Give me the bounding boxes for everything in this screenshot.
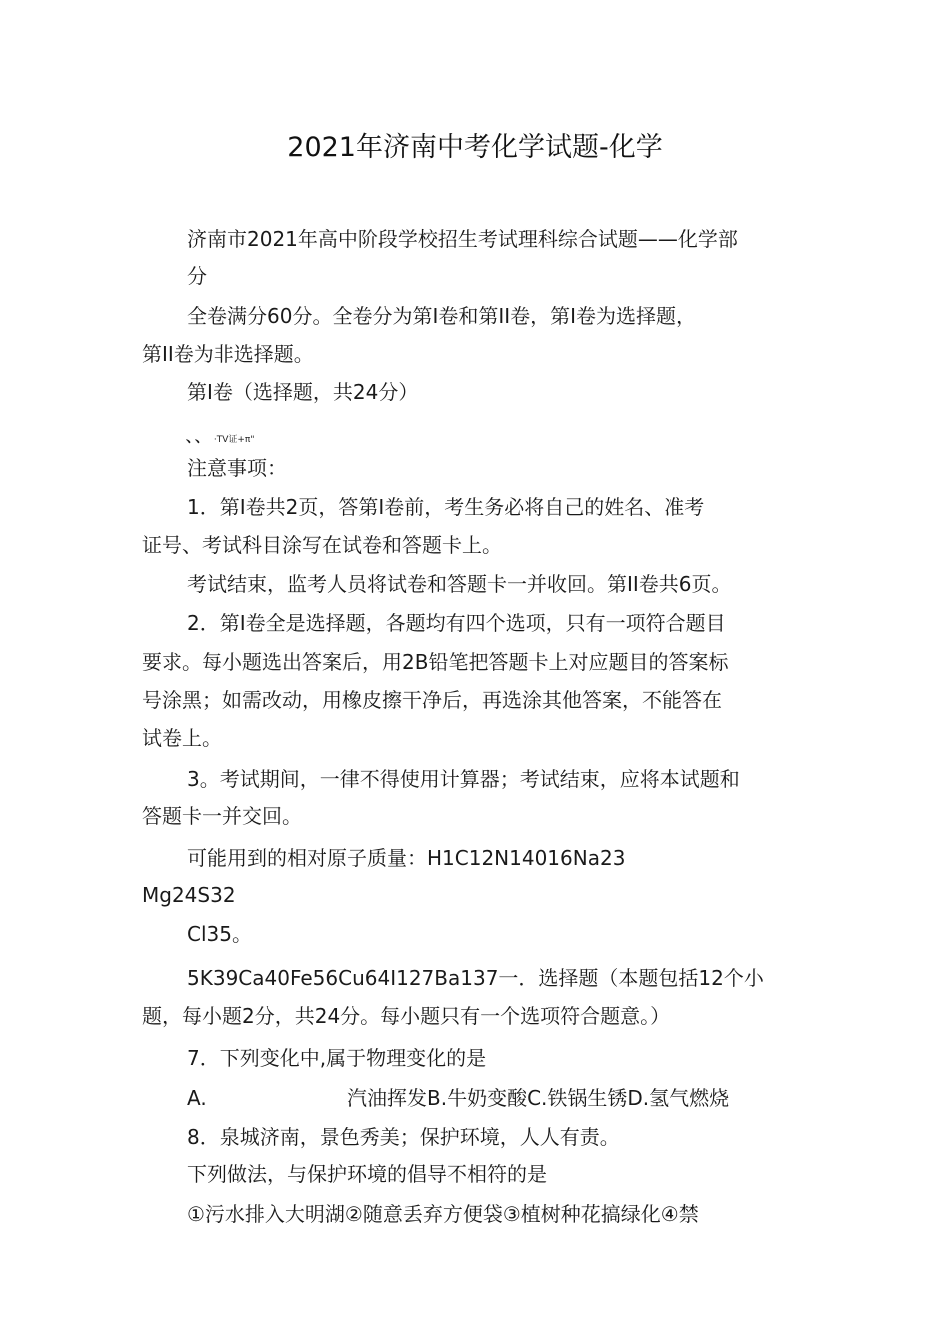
notice-2-line-2: 要求。每小题选出答案后，用2B铅笔把答题卡上对应题目的答案标 <box>142 650 729 674</box>
atomic-masses-line-1: 可能用到的相对原子质量：H1C12N14016Na23 <box>187 846 626 870</box>
garbled-mark-text: ·TV证+π" <box>213 435 255 445</box>
notice-after: 考试结束，监考人员将试卷和答题卡一并收回。第II卷共6页。 <box>187 572 732 596</box>
part1-heading: 第I卷（选择题，共24分） <box>187 380 419 404</box>
question-7-options-text: 汽油挥发B.牛奶变酸C.铁锅生锈D.氢气燃烧 <box>347 1086 730 1110</box>
notice-3-line-1: 3。考试期间，一律不得使用计算器；考试结束，应将本试题和 <box>187 767 740 791</box>
intro-line-1: 济南市2021年高中阶段学校招生考试理科综合试题——化学部 <box>187 227 738 251</box>
question-8-prompt: 下列做法，与保护环境的倡导不相符的是 <box>187 1162 547 1186</box>
atomic-masses-line-3: Cl35。 <box>187 922 252 946</box>
question-8-choices: ①污水排入大明湖②随意丢弃方便袋③植树种花搞绿化④禁 <box>187 1202 699 1226</box>
notice-1-line-1: 1．第I卷共2页，答第I卷前，考生务必将自己的姓名、准考 <box>187 495 705 519</box>
intro-line-2: 分 <box>187 264 207 288</box>
garbled-mark-dashes: 、、 <box>186 430 211 446</box>
notice-2-line-1: 2．第I卷全是选择题，各题均有四个选项，只有一项符合题目 <box>187 611 726 635</box>
notice-2-line-3: 号涂黑；如需改动，用橡皮擦干净后，再选涂其他答案，不能答在 <box>142 688 722 712</box>
question-7-option-a-label: A. <box>187 1086 207 1110</box>
garbled-mark <box>186 432 255 446</box>
atomic-masses-line-5: 题，每小题2分，共24分。每小题只有一个选项符合题意。） <box>142 1004 671 1028</box>
notice-heading: 注意事项： <box>187 456 287 480</box>
page-title: 2021年济南中考化学试题-化学 <box>287 132 663 163</box>
scoring-line-2: 第II卷为非选择题。 <box>142 342 314 366</box>
atomic-masses-line-4: 5K39Ca40Fe56Cu64I127Ba137一．选择题（本题包括12个小 <box>187 966 764 990</box>
question-8-stem: 8．泉城济南，景色秀美；保护环境，人人有责。 <box>187 1125 620 1149</box>
notice-2-line-4: 试卷上。 <box>142 726 222 750</box>
notice-3-line-2: 答题卡一并交回。 <box>142 804 302 828</box>
scoring-line-1: 全卷满分60分。全卷分为第I卷和第II卷，第I卷为选择题， <box>187 304 697 328</box>
atomic-masses-line-2: Mg24S32 <box>142 883 236 907</box>
question-7-options <box>0 1084 950 1112</box>
question-7-stem: 7．下列变化中,属于物理变化的是 <box>187 1046 487 1070</box>
notice-1-line-2: 证号、考试科目涂写在试卷和答题卡上。 <box>142 533 502 557</box>
